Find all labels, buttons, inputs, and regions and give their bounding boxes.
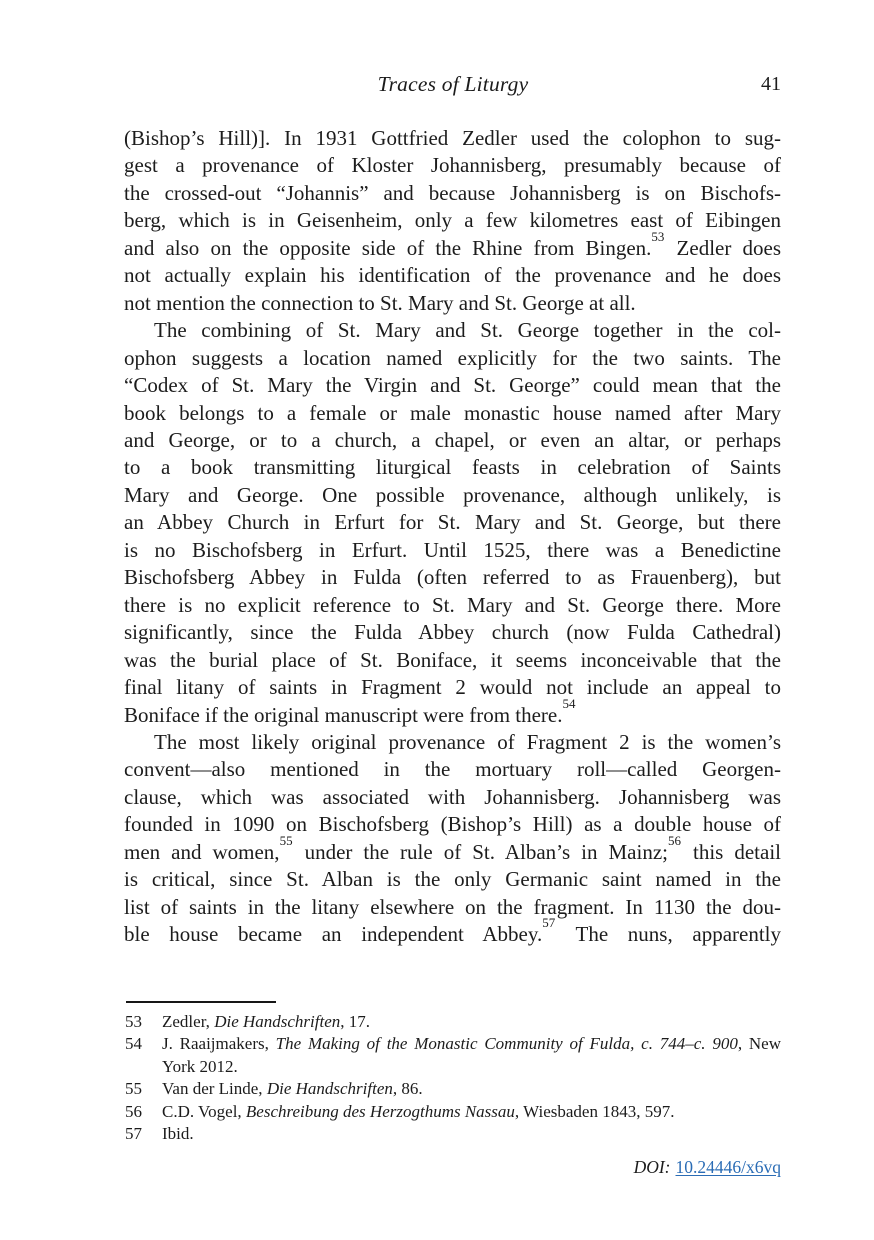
page-number: 41	[761, 73, 781, 95]
footnote-item	[125, 1101, 781, 1123]
text-line: The combining of St. Mary and St. George together in the col-	[154, 318, 781, 343]
text-line: (Bishop’s Hill)]. In 1931 Gottfried Zedler used the colophon to sug-	[124, 126, 781, 150]
paragraph	[124, 729, 781, 949]
footnote-number: 53	[125, 1012, 142, 1031]
footnote-area	[125, 1001, 781, 1145]
doi-link[interactable]: 10.24446/x6vq	[675, 1157, 781, 1177]
footnote-ref: 56	[667, 832, 681, 848]
page-title: Traces of Liturgy	[377, 72, 529, 96]
text-line: Mary and George. One possible provenance, although unlikely, is	[124, 482, 781, 507]
footnote-number: 56	[125, 1101, 142, 1121]
text-line: there is no explicit reference to St. Mary and St. George there. More	[124, 592, 781, 617]
footnote-ref: 55	[279, 832, 293, 848]
italic-title: Die Handschriften	[214, 1012, 341, 1031]
text-line: founded in 1090 on Bischofsberg (Bishop’s Hill) as a double house of	[124, 812, 781, 837]
text-line: was the burial place of St. Boniface, it seems inconceivable that the	[124, 647, 781, 672]
text-line: and also on the opposite side of the Rhine from Bingen.$^{53}$ Zedler does	[124, 228, 781, 260]
footnote-ref: 57	[542, 915, 556, 931]
doi-label: DOI:	[633, 1157, 671, 1177]
footnote-item	[125, 1123, 781, 1145]
italic-title: The Making of the Monastic Community of Fulda, c. 744–c. 900	[275, 1034, 738, 1054]
text-line: is no Bischofsberg in Erfurt. Until 1525, there was a Benedictine	[124, 537, 781, 562]
text-line: clause, which was associated with Johannisberg. Johannisberg was	[124, 784, 781, 809]
paragraph	[124, 317, 781, 729]
italic-title: Beschreibung des Herzogthums Nassau	[245, 1101, 515, 1121]
paragraph	[124, 125, 781, 317]
text-line: the crossed-out “Johannis” and because Johannisberg is on Bischofs-	[124, 180, 781, 205]
footnote-text: C.D. Vogel, Beschreibung des Herzogthums Nassau, Wiesbaden 1843, 597.	[162, 1101, 675, 1121]
footnote-number: 57	[125, 1124, 142, 1144]
body-text	[124, 125, 781, 949]
text-line: is critical, since St. Alban is the only Germanic saint named in the	[124, 867, 781, 892]
footnote-item	[125, 1078, 781, 1100]
doi-line	[634, 1157, 781, 1178]
footnote-ref: 53	[651, 228, 665, 244]
footnote-text: J. Raaijmakers, The Making of the Monastic Community of Fulda, c. 744–c. 900, New York 2012.	[162, 1034, 781, 1076]
running-head	[125, 72, 781, 102]
text-line: final litany of saints in Fragment 2 would not include an appeal to	[124, 675, 781, 700]
text-line: and George, or to a church, a chapel, or even an altar, or perhaps	[124, 427, 781, 452]
text-line: list of saints in the litany elsewhere on the fragment. In 1130 the dou-	[124, 894, 781, 919]
text-line: “Codex of St. Mary the Virgin and St. George” could mean that the	[124, 373, 781, 398]
text-line: Bischofsberg Abbey in Fulda (often referred to as Frauenberg), but	[124, 565, 781, 590]
footnote-separator-rule	[126, 1001, 276, 1003]
italic-title: Die Handschriften	[266, 1079, 393, 1099]
footnote-number: 54	[125, 1034, 142, 1054]
footnote-ref: 54	[562, 695, 576, 711]
footnote-number: 55	[125, 1079, 142, 1099]
text-line: men and women,$^{55}$ under the rule of St. Alban’s in Mainz;$^{56}$ this detail	[124, 832, 781, 864]
footnote-text: Zedler, Die Handschriften, 17.	[162, 1012, 371, 1031]
footnote-item	[125, 1011, 781, 1033]
footnote-text: Ibid.	[162, 1124, 194, 1144]
text-line: ophon suggests a location named explicitly for the two saints. The	[124, 345, 781, 370]
footnote-text: Van der Linde, Die Handschriften, 86.	[162, 1079, 423, 1099]
text-line: berg, which is in Geisenheim, only a few kilometres east of Eibingen	[124, 208, 781, 233]
text-line: The most likely original provenance of Fragment 2 is the women’s	[154, 729, 781, 754]
text-line: not actually explain his identification of the provenance and he does	[124, 263, 781, 288]
text-line: significantly, since the Fulda Abbey church (now Fulda Cathedral)	[124, 620, 781, 645]
text-line: gest a provenance of Kloster Johannisberg, presumably because of	[124, 153, 781, 178]
text-line: not mention the connection to St. Mary and St. George at all.	[124, 290, 636, 315]
text-line: ble house became an independent Abbey.$^{57}$ The nuns, apparently	[124, 915, 781, 947]
text-line: convent—also mentioned in the mortuary roll—called Georgen-	[124, 757, 781, 782]
text-line: to a book transmitting liturgical feasts in celebration of Saints	[124, 455, 781, 480]
footnotes-list	[125, 1011, 781, 1145]
text-line: an Abbey Church in Erfurt for St. Mary and St. George, but there	[124, 510, 781, 535]
footnote-item	[125, 1033, 781, 1078]
text-line: book belongs to a female or male monastic house named after Mary	[124, 400, 781, 425]
text-line: Boniface if the original manuscript were from there.$^{54}$	[124, 695, 576, 727]
